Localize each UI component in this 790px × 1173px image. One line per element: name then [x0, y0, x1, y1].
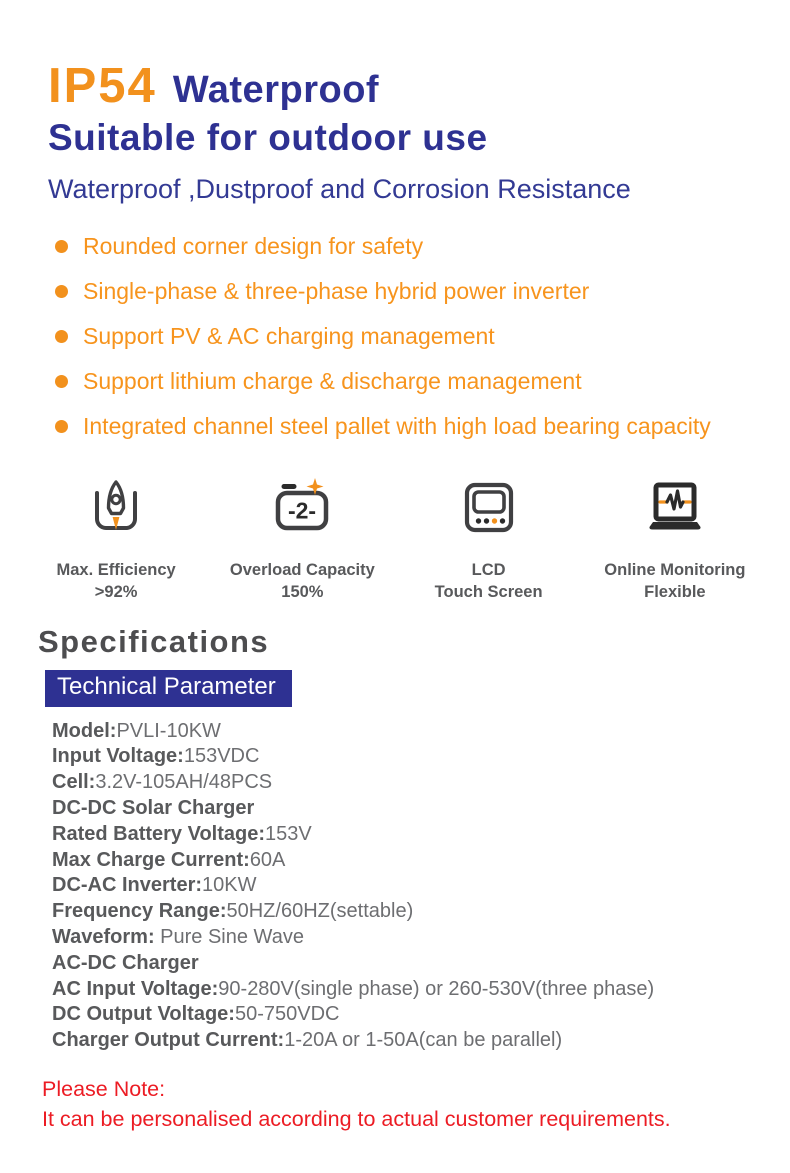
- lcd-touch-screen-icon: [457, 527, 521, 544]
- rocket-efficiency-icon: [84, 527, 148, 544]
- spec-line: [52, 744, 790, 770]
- spec-value: 60A: [249, 848, 286, 871]
- spec-line: [52, 899, 790, 925]
- laptop-monitoring-icon: [643, 527, 707, 544]
- feature-bullet-list: [55, 233, 790, 440]
- bullet-dot-icon: [55, 285, 68, 298]
- spec-line: [52, 796, 790, 822]
- svg-text:-2-: -2-: [288, 497, 317, 524]
- spec-list: [52, 719, 790, 1054]
- bullet-item: [55, 278, 790, 305]
- bullet-text: Rounded corner design for safety: [83, 233, 424, 259]
- spec-value: 153V: [265, 822, 312, 845]
- spec-label: AC-DC Charger: [52, 951, 199, 974]
- spec-line: [52, 925, 790, 951]
- feature-caption-line2: >92%: [94, 583, 138, 602]
- feature-caption-line1: Online Monitoring: [604, 561, 746, 579]
- bullet-text: Support lithium charge & discharge management: [83, 368, 582, 394]
- feature-online-monitoring: [582, 476, 768, 604]
- feature-icon-row: [23, 476, 768, 604]
- spec-line: [52, 1002, 790, 1028]
- technical-parameter-badge: Technical Parameter: [45, 670, 292, 707]
- spec-label: Frequency Range:: [52, 900, 227, 923]
- feature-caption: [582, 559, 768, 604]
- feature-caption-line2: Flexible: [644, 583, 706, 602]
- spec-label: Max Charge Current:: [52, 848, 250, 871]
- spec-label: Input Voltage:: [52, 745, 184, 768]
- spec-line: [52, 770, 790, 796]
- spec-label: Cell:: [52, 771, 96, 794]
- spec-label: Waveform:: [52, 925, 155, 948]
- bullet-dot-icon: [55, 420, 68, 433]
- spec-line: [52, 873, 790, 899]
- bullet-dot-icon: [55, 330, 68, 343]
- note: [42, 1074, 790, 1135]
- spec-value: 10KW: [202, 874, 257, 897]
- note-body: It can be personalised according to actual customer requirements.: [42, 1107, 671, 1132]
- subtitle: Suitable for outdoor use: [48, 117, 488, 158]
- feature-overload-capacity: [209, 476, 395, 604]
- feature-caption: [23, 559, 209, 604]
- feature-max-efficiency: [23, 476, 209, 604]
- feature-caption-line2: 150%: [281, 583, 324, 602]
- bullet-text: Integrated channel steel pallet with high load bearing capacity: [83, 413, 711, 439]
- spec-label: DC-AC Inverter:: [52, 874, 203, 897]
- battery-overload-icon: [270, 497, 334, 544]
- bullet-item: [55, 413, 790, 440]
- tagline: Waterproof ,Dustproof and Corrosion Resistance: [48, 174, 631, 204]
- spec-label: AC Input Voltage:: [52, 977, 219, 1000]
- feature-caption: [396, 559, 582, 604]
- spec-label: Rated Battery Voltage:: [52, 822, 266, 845]
- feature-caption-line1: LCD: [471, 561, 506, 579]
- feature-caption-line1: Overload Capacity: [229, 561, 375, 579]
- spec-label: DC Output Voltage:: [52, 1003, 235, 1026]
- spec-value: 1-20A or 1-50A(can be parallel): [284, 1029, 563, 1052]
- bullet-item: [55, 368, 790, 395]
- bullet-dot-icon: [55, 375, 68, 388]
- spec-value: 153VDC: [183, 745, 260, 768]
- ip-rating-label: IP54: [48, 59, 157, 113]
- note-title: Please Note:: [42, 1076, 166, 1101]
- bullet-text: Support PV & AC charging management: [83, 323, 495, 349]
- spec-line: [52, 1028, 790, 1054]
- product-spec-flyer: [0, 58, 790, 1173]
- feature-caption-line1: Max. Efficiency: [56, 561, 176, 579]
- spec-value: 90-280V(single phase) or 260-530V(three phase): [218, 977, 655, 1000]
- feature-caption-line2: Touch Screen: [434, 583, 543, 602]
- bullet-text: Single-phase & three-phase hybrid power inverter: [83, 278, 590, 304]
- spec-value: 3.2V-105AH/48PCS: [95, 771, 273, 794]
- waterproof-title: Waterproof: [172, 69, 380, 111]
- spec-line: [52, 977, 790, 1003]
- spec-value: PVLI-10KW: [116, 719, 221, 742]
- spec-value: 50-750VDC: [234, 1003, 340, 1026]
- spec-line: [52, 951, 790, 977]
- bullet-dot-icon: [55, 240, 68, 253]
- spec-label: DC-DC Solar Charger: [52, 796, 255, 819]
- spec-line: [52, 848, 790, 874]
- bullet-item: [55, 323, 790, 350]
- feature-lcd-touch-screen: [396, 476, 582, 604]
- feature-caption: [209, 559, 395, 604]
- spec-line: [52, 822, 790, 848]
- spec-value: 50HZ/60HZ(settable): [226, 900, 414, 923]
- title-line: [48, 58, 790, 114]
- spec-label: Model:: [52, 719, 117, 742]
- spec-label: Charger Output Current:: [52, 1029, 285, 1052]
- specifications-heading: Specifications: [38, 623, 270, 659]
- spec-value: Pure Sine Wave: [154, 925, 304, 948]
- spec-line: [52, 719, 790, 745]
- bullet-item: [55, 233, 790, 260]
- header: [48, 58, 790, 205]
